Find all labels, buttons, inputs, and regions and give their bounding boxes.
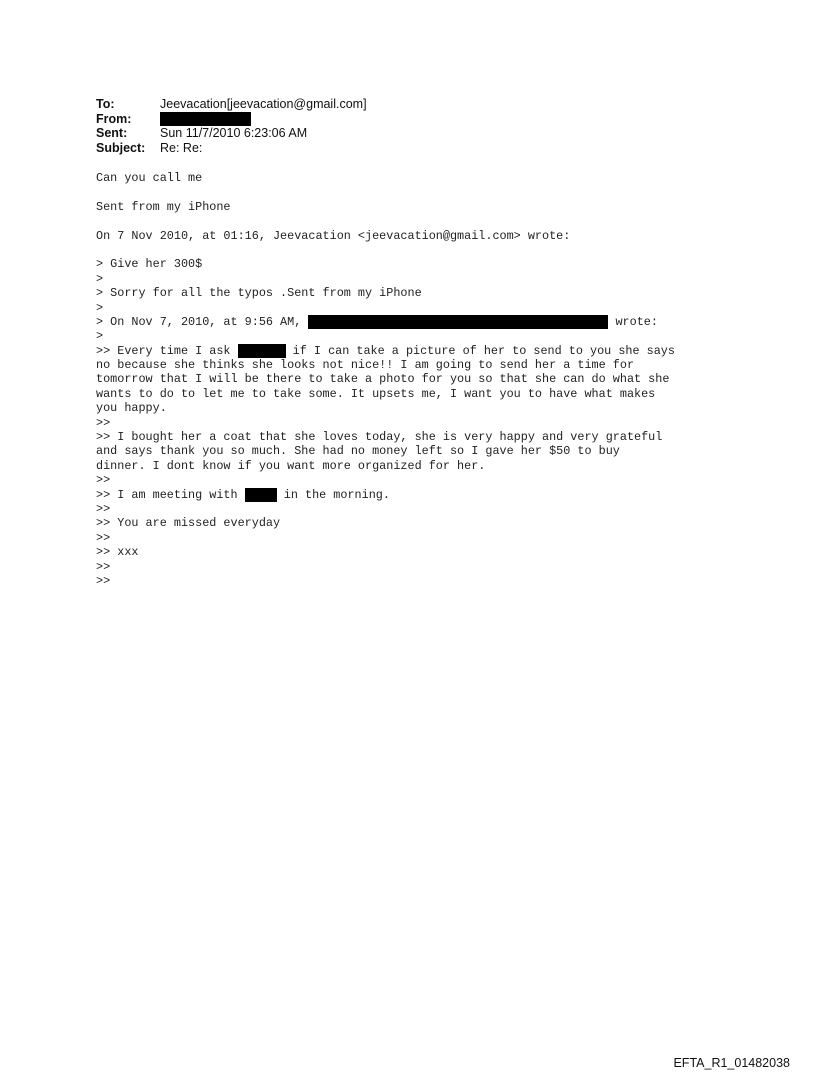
quoted-line: and says thank you so much. She had no money left so I gave her $50 to buy bbox=[96, 444, 620, 459]
quoted-line: > bbox=[96, 271, 104, 286]
quoted-line: > Give her 300$ bbox=[96, 257, 203, 272]
subject-label: Subject: bbox=[96, 141, 146, 156]
document-id: EFTA_R1_01482038 bbox=[673, 1056, 790, 1070]
quoted-text: if I can take a picture of her to send to you she says bbox=[285, 343, 675, 358]
body-line: Sent from my iPhone bbox=[96, 199, 231, 214]
quoted-line: >> You are missed everyday bbox=[96, 516, 281, 531]
quoted-text: >> Every time I ask bbox=[96, 343, 238, 358]
quoted-line: >> bbox=[96, 530, 111, 545]
quoted-line: you happy. bbox=[96, 401, 167, 416]
redaction-block bbox=[238, 344, 286, 358]
email-body bbox=[96, 171, 675, 588]
quoted-line: >> xxx bbox=[96, 545, 139, 560]
quoted-line: tomorrow that I will be there to take a photo for you so that she can do what she bbox=[96, 372, 670, 387]
quoted-text: >> I am meeting with bbox=[96, 487, 245, 502]
from-row bbox=[96, 112, 367, 127]
quoted-text: > On Nov 7, 2010, at 9:56 AM, bbox=[96, 315, 309, 330]
from-label: From: bbox=[96, 111, 132, 126]
email-header bbox=[96, 97, 367, 156]
to-row bbox=[96, 97, 367, 112]
quoted-line: no because she thinks she looks not nice!! I am going to send her a time for bbox=[96, 358, 635, 373]
quoted-line: >> bbox=[96, 415, 111, 430]
quoted-line: >> bbox=[96, 573, 111, 588]
sent-row bbox=[96, 126, 367, 141]
quoted-line bbox=[96, 344, 675, 358]
quoted-text: wrote: bbox=[608, 315, 658, 330]
quoted-line: >> bbox=[96, 501, 111, 516]
redaction-block bbox=[245, 488, 277, 502]
redaction-block bbox=[160, 112, 251, 126]
quoted-line: wants to do to let me to take some. It upsets me, I want you to have what makes bbox=[96, 386, 656, 401]
quoted-line: > bbox=[96, 300, 104, 315]
redaction-block bbox=[308, 315, 608, 329]
quoted-line: >> bbox=[96, 473, 111, 488]
sent-value: Sun 11/7/2010 6:23:06 AM bbox=[160, 126, 308, 141]
quoted-line bbox=[96, 315, 675, 329]
quoted-line bbox=[96, 488, 675, 502]
quoted-line: >> bbox=[96, 559, 111, 574]
quoted-text: in the morning. bbox=[276, 487, 390, 502]
quoted-line: > bbox=[96, 329, 104, 344]
subject-row bbox=[96, 141, 367, 156]
quoted-line: >> I bought her a coat that she loves today, she is very happy and very grateful bbox=[96, 430, 663, 445]
quoted-line: > Sorry for all the typos .Sent from my iPhone bbox=[96, 286, 422, 301]
to-value: Jeevacation[jeevacation@gmail.com] bbox=[160, 97, 367, 111]
body-line: On 7 Nov 2010, at 01:16, Jeevacation <jeevacation@gmail.com> wrote: bbox=[96, 228, 571, 243]
to-label: To: bbox=[96, 97, 115, 111]
quoted-line: dinner. I dont know if you want more organized for her. bbox=[96, 458, 486, 473]
subject-value: Re: Re: bbox=[160, 141, 203, 156]
body-line: Can you call me bbox=[96, 171, 203, 185]
sent-label: Sent: bbox=[96, 126, 128, 141]
